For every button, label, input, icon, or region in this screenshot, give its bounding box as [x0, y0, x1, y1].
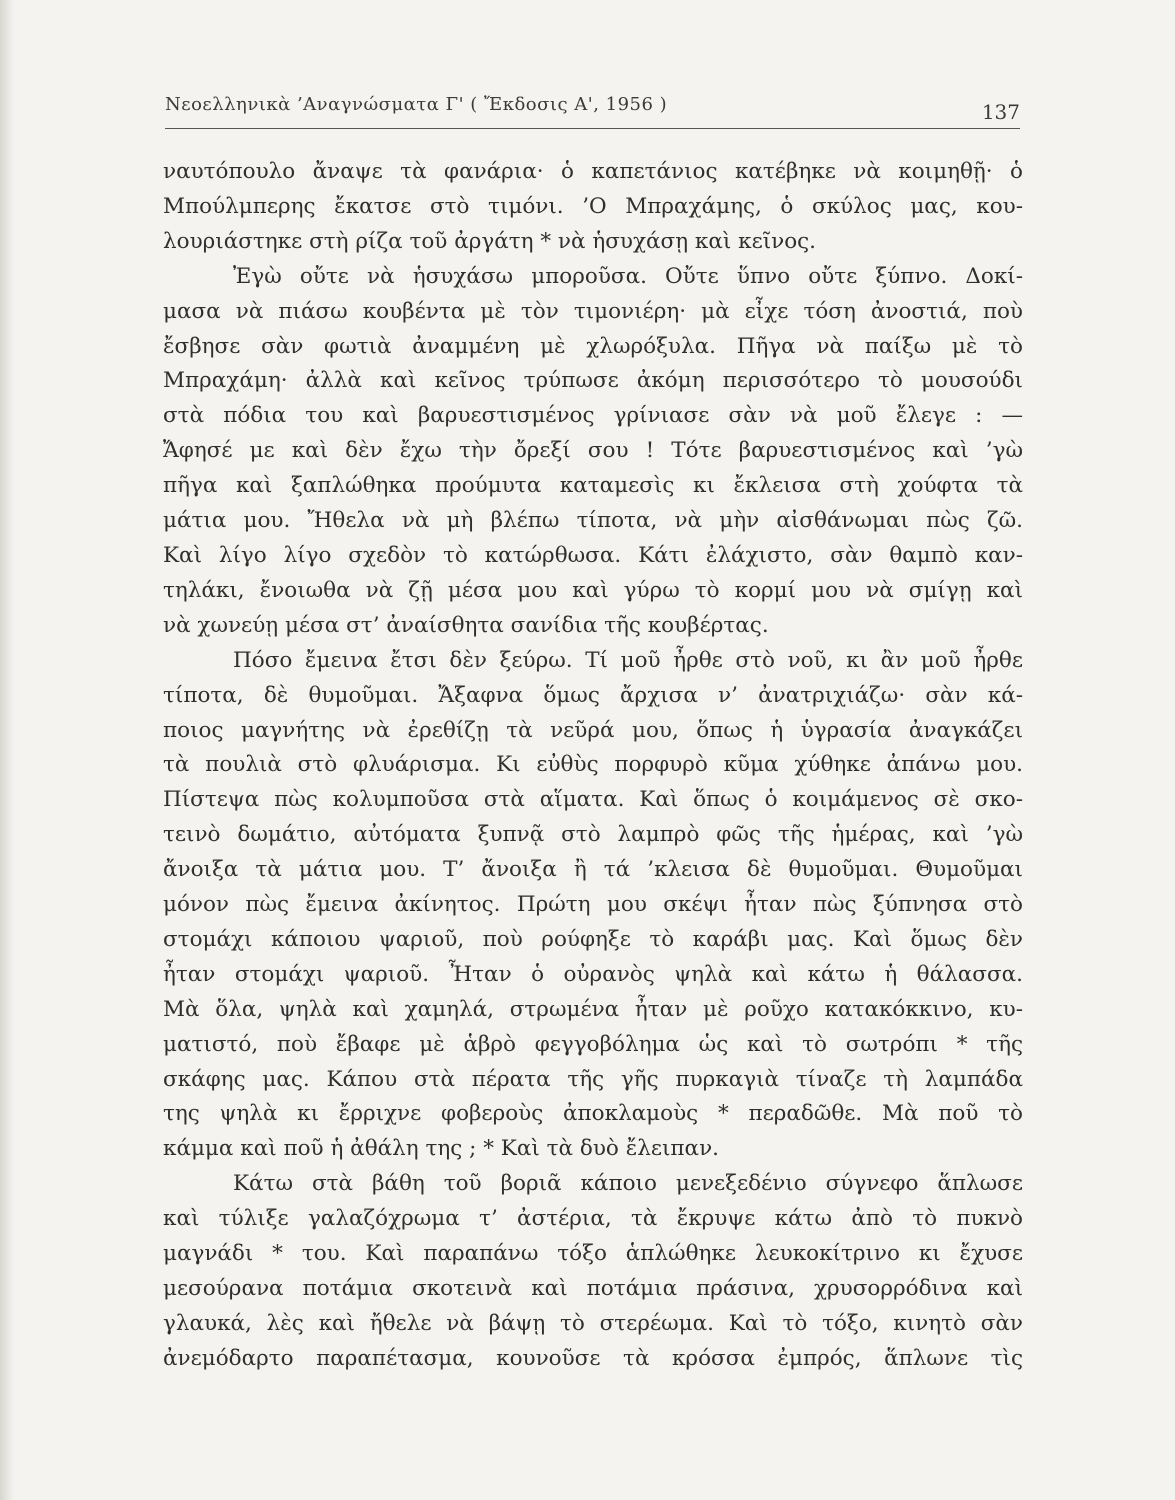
text-line: Ἄφησέ με καὶ δὲν ἔχω τὴν ὄρεξί σου ! Τότε βαρυεστισμένος καὶ ’γὼ — [163, 438, 1023, 464]
text-line: τὰ πουλιὰ στὸ φλυάρισμα. Κι εὐθὺς πορφυρὸ κῦμα χύθηκε ἀπάνω μου. — [163, 752, 1023, 778]
paragraph-1 — [163, 155, 1023, 260]
running-title: Νεοελληνικὰ ’Αναγνώσματα Γ' ( Ἔκδοσις Α', 1956 ) — [165, 94, 668, 115]
page-number: 137 — [981, 100, 1020, 124]
text-line: τηλάκι, ἔνοιωθα νὰ ζῇ μέσα μου καὶ γύρω τὸ κορμί μου νὰ σμίγῃ καὶ — [163, 577, 1023, 603]
text-line: νὰ χωνεύῃ μέσα στ’ ἀναίσθητα σανίδια τῆς κουβέρτας. — [163, 612, 769, 638]
text-line: ναυτόπουλο ἄναψε τὰ φανάρια· ὁ καπετάνιος κατέβηκε νὰ κοιμηθῇ· ὁ — [163, 159, 1023, 184]
text-line: στομάχι κάποιου ψαριοῦ, ποὺ ρούφηξε τὸ καράβι μας. Καὶ ὅμως δὲν — [163, 926, 1023, 952]
paragraph-3 — [163, 644, 1023, 1168]
text-line: Ἐγὼ οὔτε νὰ ἡσυχάσω μποροῦσα. Οὔτε ὕπνο οὔτε ξύπνο. Δοκί- — [233, 263, 1023, 289]
running-header — [165, 88, 1020, 129]
text-line: μασα νὰ πιάσω κουβέντα μὲ τὸν τιμονιέρη· μὰ εἶχε τόση ἀνοστιά, ποὺ — [163, 298, 1023, 324]
text-line: Κάτω στὰ βάθη τοῦ βοριᾶ κάποιο μενεξεδένιο σύγνεφο ἅπλωσε — [233, 1171, 1023, 1197]
text-line: Μπούλμπερης ἔκατσε στὸ τιμόνι. ’Ο Μπραχάμης, ὁ σκύλος μας, κου- — [163, 193, 1023, 219]
page-binding-edge — [0, 0, 14, 1500]
text-line: ἔσβησε σὰν φωτιὰ ἀναμμένη μὲ χλωρόξυλα. Πῆγα νὰ παίξω μὲ τὸ — [163, 333, 1023, 359]
text-line: μόνον πὼς ἔμεινα ἀκίνητος. Πρώτη μου σκέψι ἦταν πὼς ξύπνησα στὸ — [163, 892, 1023, 918]
text-line: Πίστεψα πὼς κολυμποῦσα στὰ αἵματα. Καὶ ὅπως ὁ κοιμάμενος σὲ σκο- — [163, 787, 1023, 813]
text-line: σκάφης μας. Κάπου στὰ πέρατα τῆς γῆς πυρκαγιὰ τίναζε τὴ λαμπάδα — [163, 1066, 1023, 1092]
text-line: Μὰ ὅλα, ψηλὰ καὶ χαμηλά, στρωμένα ἦταν μὲ ροῦχο κατακόκκινο, κυ- — [163, 996, 1023, 1022]
text-line: μάτια μου. Ἤθελα νὰ μὴ βλέπω τίποτα, νὰ μὴν αἰσθάνωμαι πὼς ζῶ. — [163, 508, 1023, 534]
text-line: ἦταν στομάχι ψαριοῦ. Ἦταν ὁ οὐρανὸς ψηλὰ καὶ κάτω ἡ θάλασσα. — [163, 961, 1023, 987]
text-line: της ψηλὰ κι ἔρριχνε φοβεροὺς ἀποκλαμοὺς * περαδῶθε. Μὰ ποῦ τὸ — [163, 1101, 1023, 1127]
text-line: ἀνεμόδαρτο παραπέτασμα, κουνοῦσε τὰ κρόσσα ἐμπρός, ἅπλωνε τὶς — [163, 1345, 1023, 1371]
paragraph-4 — [163, 1167, 1023, 1376]
text-line: Μπραχάμη· ἀλλὰ καὶ κεῖνος τρύπωσε ἀκόμη περισσότερο τὸ μουσούδι — [163, 368, 1023, 394]
text-line: Πόσο ἔμεινα ἔτσι δὲν ξεύρω. Τί μοῦ ἦρθε στὸ νοῦ, κι ἂν μοῦ ἦρθε — [233, 647, 1023, 673]
text-line: μαγνάδι * του. Καὶ παραπάνω τόξο ἁπλώθηκε λευκοκίτρινο κι ἔχυσε — [163, 1241, 1023, 1267]
text-line: τεινὸ δωμάτιο, αὐτόματα ξυπνᾷ στὸ λαμπρὸ φῶς τῆς ἡμέρας, καὶ ’γὼ — [163, 822, 1023, 848]
text-line: ποιος μαγνήτης νὰ ἐρεθίζῃ τὰ νεῦρά μου, ὅπως ἡ ὑγρασία ἀναγκάζει — [163, 717, 1023, 743]
text-line: τίποτα, δὲ θυμοῦμαι. Ἄξαφνα ὅμως ἄρχισα ν’ ἀνατριχιάζω· σὰν κά- — [163, 682, 1023, 708]
text-line: μεσούρανα ποτάμια σκοτεινὰ καὶ ποτάμια πράσινα, χρυσορρόδινα καὶ — [163, 1276, 1023, 1301]
paragraph-2 — [163, 260, 1023, 644]
text-line: ματιστό, ποὺ ἔβαφε μὲ ἁβρὸ φεγγοβόλημα ὡς καὶ τὸ σωτρόπι * τῆς — [163, 1031, 1023, 1057]
text-line: Καὶ λίγο λίγο σχεδὸν τὸ κατώρθωσα. Κάτι ἐλάχιστο, σὰν θαμπὸ καν- — [163, 542, 1023, 568]
text-line: ἄνοιξα τὰ μάτια μου. Τ’ ἄνοιξα ἢ τά ’κλεισα δὲ θυμοῦμαι. Θυμοῦμαι — [163, 857, 1023, 883]
text-line: λουριάστηκε στὴ ρίζα τοῦ ἀργάτη * νὰ ἡσυχάσῃ καὶ κεῖνος. — [163, 228, 817, 254]
text-line: πῆγα καὶ ξαπλώθηκα προύμυτα καταμεσὶς κι ἔκλεισα στὴ χούφτα τὰ — [163, 473, 1023, 499]
text-line: καὶ τύλιξε γαλαζόχρωμα τ’ ἀστέρια, τὰ ἔκρυψε κάτω ἀπὸ τὸ πυκνὸ — [163, 1206, 1023, 1232]
text-line: γλαυκά, λὲς καὶ ἤθελε νὰ βάψῃ τὸ στερέωμα. Καὶ τὸ τόξο, κινητὸ σὰν — [163, 1310, 1023, 1336]
text-line: στὰ πόδια του καὶ βαρυεστισμένος γρίνιασε σὰν νὰ μοῦ ἔλεγε : — — [163, 403, 1023, 429]
body-text — [163, 155, 1023, 1377]
text-line: κάμμα καὶ ποῦ ἡ ἀθάλη της ; * Καὶ τὰ δυὸ ἔλειπαν. — [163, 1136, 719, 1162]
